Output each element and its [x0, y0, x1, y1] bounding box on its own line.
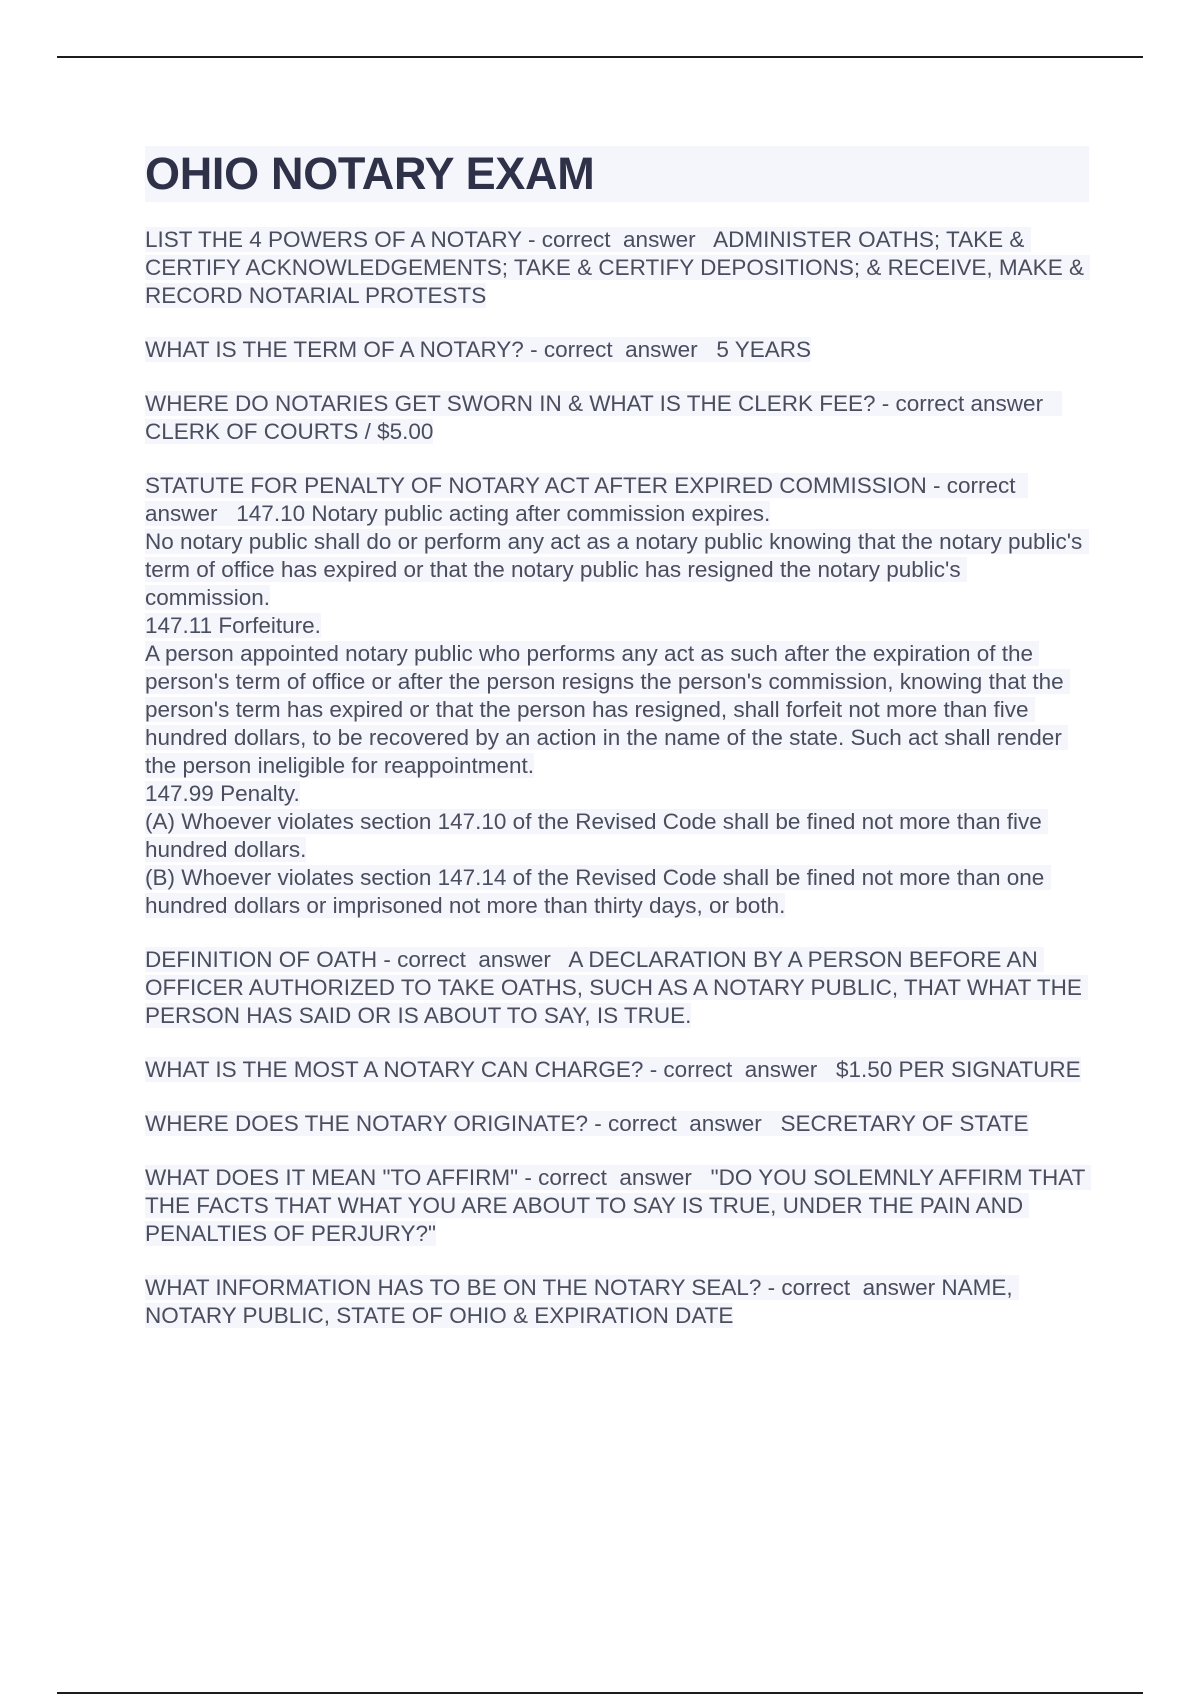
qa-item: [145, 1110, 1090, 1138]
statute-text: A person appointed notary public who performs any act as such after the expiration of the person's term of office or after the person resigns the person's commission, knowing that the person's term has expired or that the person has resigned, shall forfeit not more than five hundred dollars, to be recovered by an action in the name of the state. Such act shall render the person ineligible for reappointment.: [145, 641, 1070, 778]
statute-text: (A) Whoever violates section 147.10 of the Revised Code shall be fined not more than five hundred dollars.: [145, 809, 1049, 862]
qa-text: WHAT IS THE TERM OF A NOTARY? - correct answer 5 YEARS: [145, 337, 812, 362]
statute-heading: 147.99 Penalty.: [145, 781, 300, 806]
qa-item: [145, 1164, 1090, 1248]
qa-item: [145, 472, 1090, 920]
qa-item: [145, 1274, 1090, 1330]
qa-item: [145, 946, 1090, 1030]
qa-item: [145, 336, 1090, 364]
document-title: OHIO NOTARY EXAM: [145, 148, 595, 199]
qa-text: WHAT INFORMATION HAS TO BE ON THE NOTARY SEAL? - correct answer NAME, NOTARY PUBLIC, STATE OF OHIO & EXPIRATION DATE: [145, 1275, 1019, 1328]
qa-text: STATUTE FOR PENALTY OF NOTARY ACT AFTER EXPIRED COMMISSION - correct answer 147.10 Notary public acting after commission expires.: [145, 473, 1029, 526]
title-band: [145, 146, 1089, 202]
qa-item: [145, 390, 1090, 446]
qa-text: LIST THE 4 POWERS OF A NOTARY - correct answer ADMINISTER OATHS; TAKE & CERTIFY ACKNOWLEDGEMENTS; TAKE & CERTIFY DEPOSITIONS; & RECEIVE, MAKE & RECORD NOTARIAL PROTESTS: [145, 227, 1091, 308]
qa-text: DEFINITION OF OATH - correct answer A DECLARATION BY A PERSON BEFORE AN OFFICER AUTHORIZED TO TAKE OATHS, SUCH AS A NOTARY PUBLIC, THAT WHAT THE PERSON HAS SAID OR IS ABOUT TO SAY, IS TRUE.: [145, 947, 1089, 1028]
statute-text: No notary public shall do or perform any act as a notary public knowing that the notary public's term of office has expired or that the notary public has resigned the notary public's commission.: [145, 529, 1089, 610]
document-body: [145, 146, 1090, 1356]
qa-item: [145, 1056, 1090, 1084]
statute-text: (B) Whoever violates section 147.14 of the Revised Code shall be fined not more than one hundred dollars or imprisoned not more than thirty days, or both.: [145, 865, 1051, 918]
qa-text: WHERE DO NOTARIES GET SWORN IN & WHAT IS THE CLERK FEE? - correct answer CLERK OF COURTS / $5.00: [145, 391, 1062, 444]
header-rule: [57, 56, 1143, 58]
qa-text: WHERE DOES THE NOTARY ORIGINATE? - correct answer SECRETARY OF STATE: [145, 1111, 1029, 1136]
qa-item: [145, 226, 1090, 310]
footer-rule: [57, 1692, 1143, 1694]
qa-text: WHAT DOES IT MEAN "TO AFFIRM" - correct answer "DO YOU SOLEMNLY AFFIRM THAT THE FACTS THAT WHAT YOU ARE ABOUT TO SAY IS TRUE, UNDER THE PAIN AND PENALTIES OF PERJURY?": [145, 1165, 1092, 1246]
statute-heading: 147.11 Forfeiture.: [145, 613, 321, 638]
qa-text: WHAT IS THE MOST A NOTARY CAN CHARGE? - correct answer $1.50 PER SIGNATURE: [145, 1057, 1081, 1082]
